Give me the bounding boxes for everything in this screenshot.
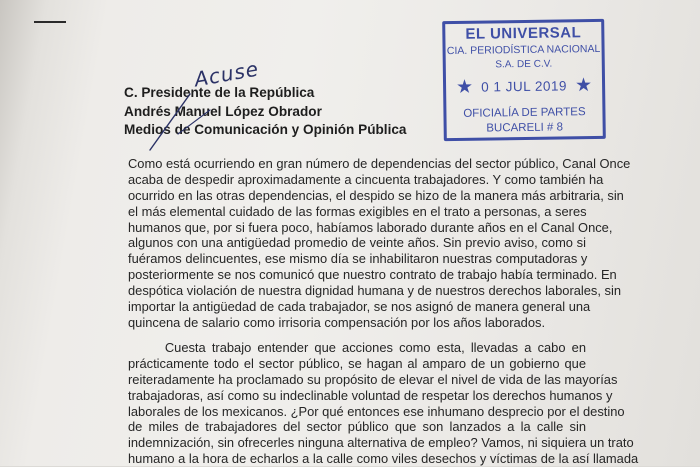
text-line: trabajadoras, así como su indeclinable voluntad de respetar los derechos humanos y — [128, 387, 613, 403]
handwritten-note: Acuse — [192, 56, 261, 92]
text-line: de miles de trabajadores del sector público que son lanzados a la calle sin — [128, 419, 586, 435]
stamp-company-type: S.A. DE C.V. — [495, 58, 553, 71]
text-line: quincena de salario como irrisoria compensación por los años laborados. — [128, 314, 546, 330]
stamp-address: BUCARELI # 8 — [486, 121, 564, 135]
addressee-line: Medios de Comunicación y Opinión Pública — [124, 122, 407, 137]
star-icon: ★ — [574, 75, 593, 97]
addressee-block — [124, 84, 406, 140]
text-line: algunos con una antigüedad promedio de veinte años. Sin previo aviso, como si — [128, 235, 586, 251]
text-line: humano a la hora de echarlos a la calle como viles desechos y víctimas de la así llamada — [128, 451, 639, 467]
text-line: el más elemental cuidado de las formas exigibles en el trato a personas, a seres — [128, 203, 587, 219]
addressee-line: Andrés Manuel López Obrador — [124, 103, 322, 119]
text-line: prácticamente todo el sector público, se hagan al amparo de un gobierno que — [128, 355, 586, 371]
text-line: humanos que, por si fuera poco, habíamos laborado durante años en el Canal Once, — [128, 219, 613, 235]
text-line: laborales de los mexicanos. ¿Por qué entonces ese inhumano desprecio por el destino — [128, 403, 625, 419]
dash-mark — [34, 21, 66, 23]
text-line: fuéramos delincuentes, ese mismo día se inhabilitaron nuestras computadoras y — [128, 251, 588, 267]
text-line: Como está ocurriendo en gran número de dependencias del sector público, Canal Once — [128, 156, 631, 171]
stamp-date-row — [446, 76, 602, 100]
text-line: posteriormente se nos comunicó que nuestro contrato de trabajo había terminado. En — [128, 267, 617, 283]
stamp-date: 0 1 JUL 2019 — [481, 78, 568, 95]
text-line: indemnización, sin ofrecerles ninguna alternativa de empleo? Vamos, ni siquiera un trato — [128, 435, 634, 451]
stamp-title: EL UNIVERSAL — [465, 24, 582, 43]
reception-stamp — [442, 19, 606, 141]
text-line: reiteradamente ha proclamado su propósito de elevar el nivel de vida de las mayorías — [128, 371, 618, 387]
addressee-line: C. Presidente de la República — [124, 85, 315, 100]
paragraph-1 — [128, 156, 631, 331]
star-icon: ★ — [455, 76, 474, 98]
stamp-office: OFICIALÍA DE PARTES — [463, 106, 586, 120]
stamp-company: CIA. PERIODÍSTICA NACIONAL — [446, 42, 601, 58]
text-line: Cuesta trabajo entender que acciones como esta, llevadas a cabo en — [128, 340, 586, 355]
text-line: importar la antigüedad de cada trabajador, se nos asignó de manera general una — [128, 299, 591, 315]
paragraph-2 — [128, 340, 639, 467]
text-line: acaba de despedir aproximadamente a cincuenta trabajadores. Y como también ha — [128, 171, 604, 187]
text-line: ocurrido en las otras dependencias, el despido se hizo de la manera más arbitraria, sin — [128, 187, 624, 203]
text-line: despótica violación de nuestra dignidad humana y de nuestros derechos laborales, sin — [128, 283, 622, 299]
